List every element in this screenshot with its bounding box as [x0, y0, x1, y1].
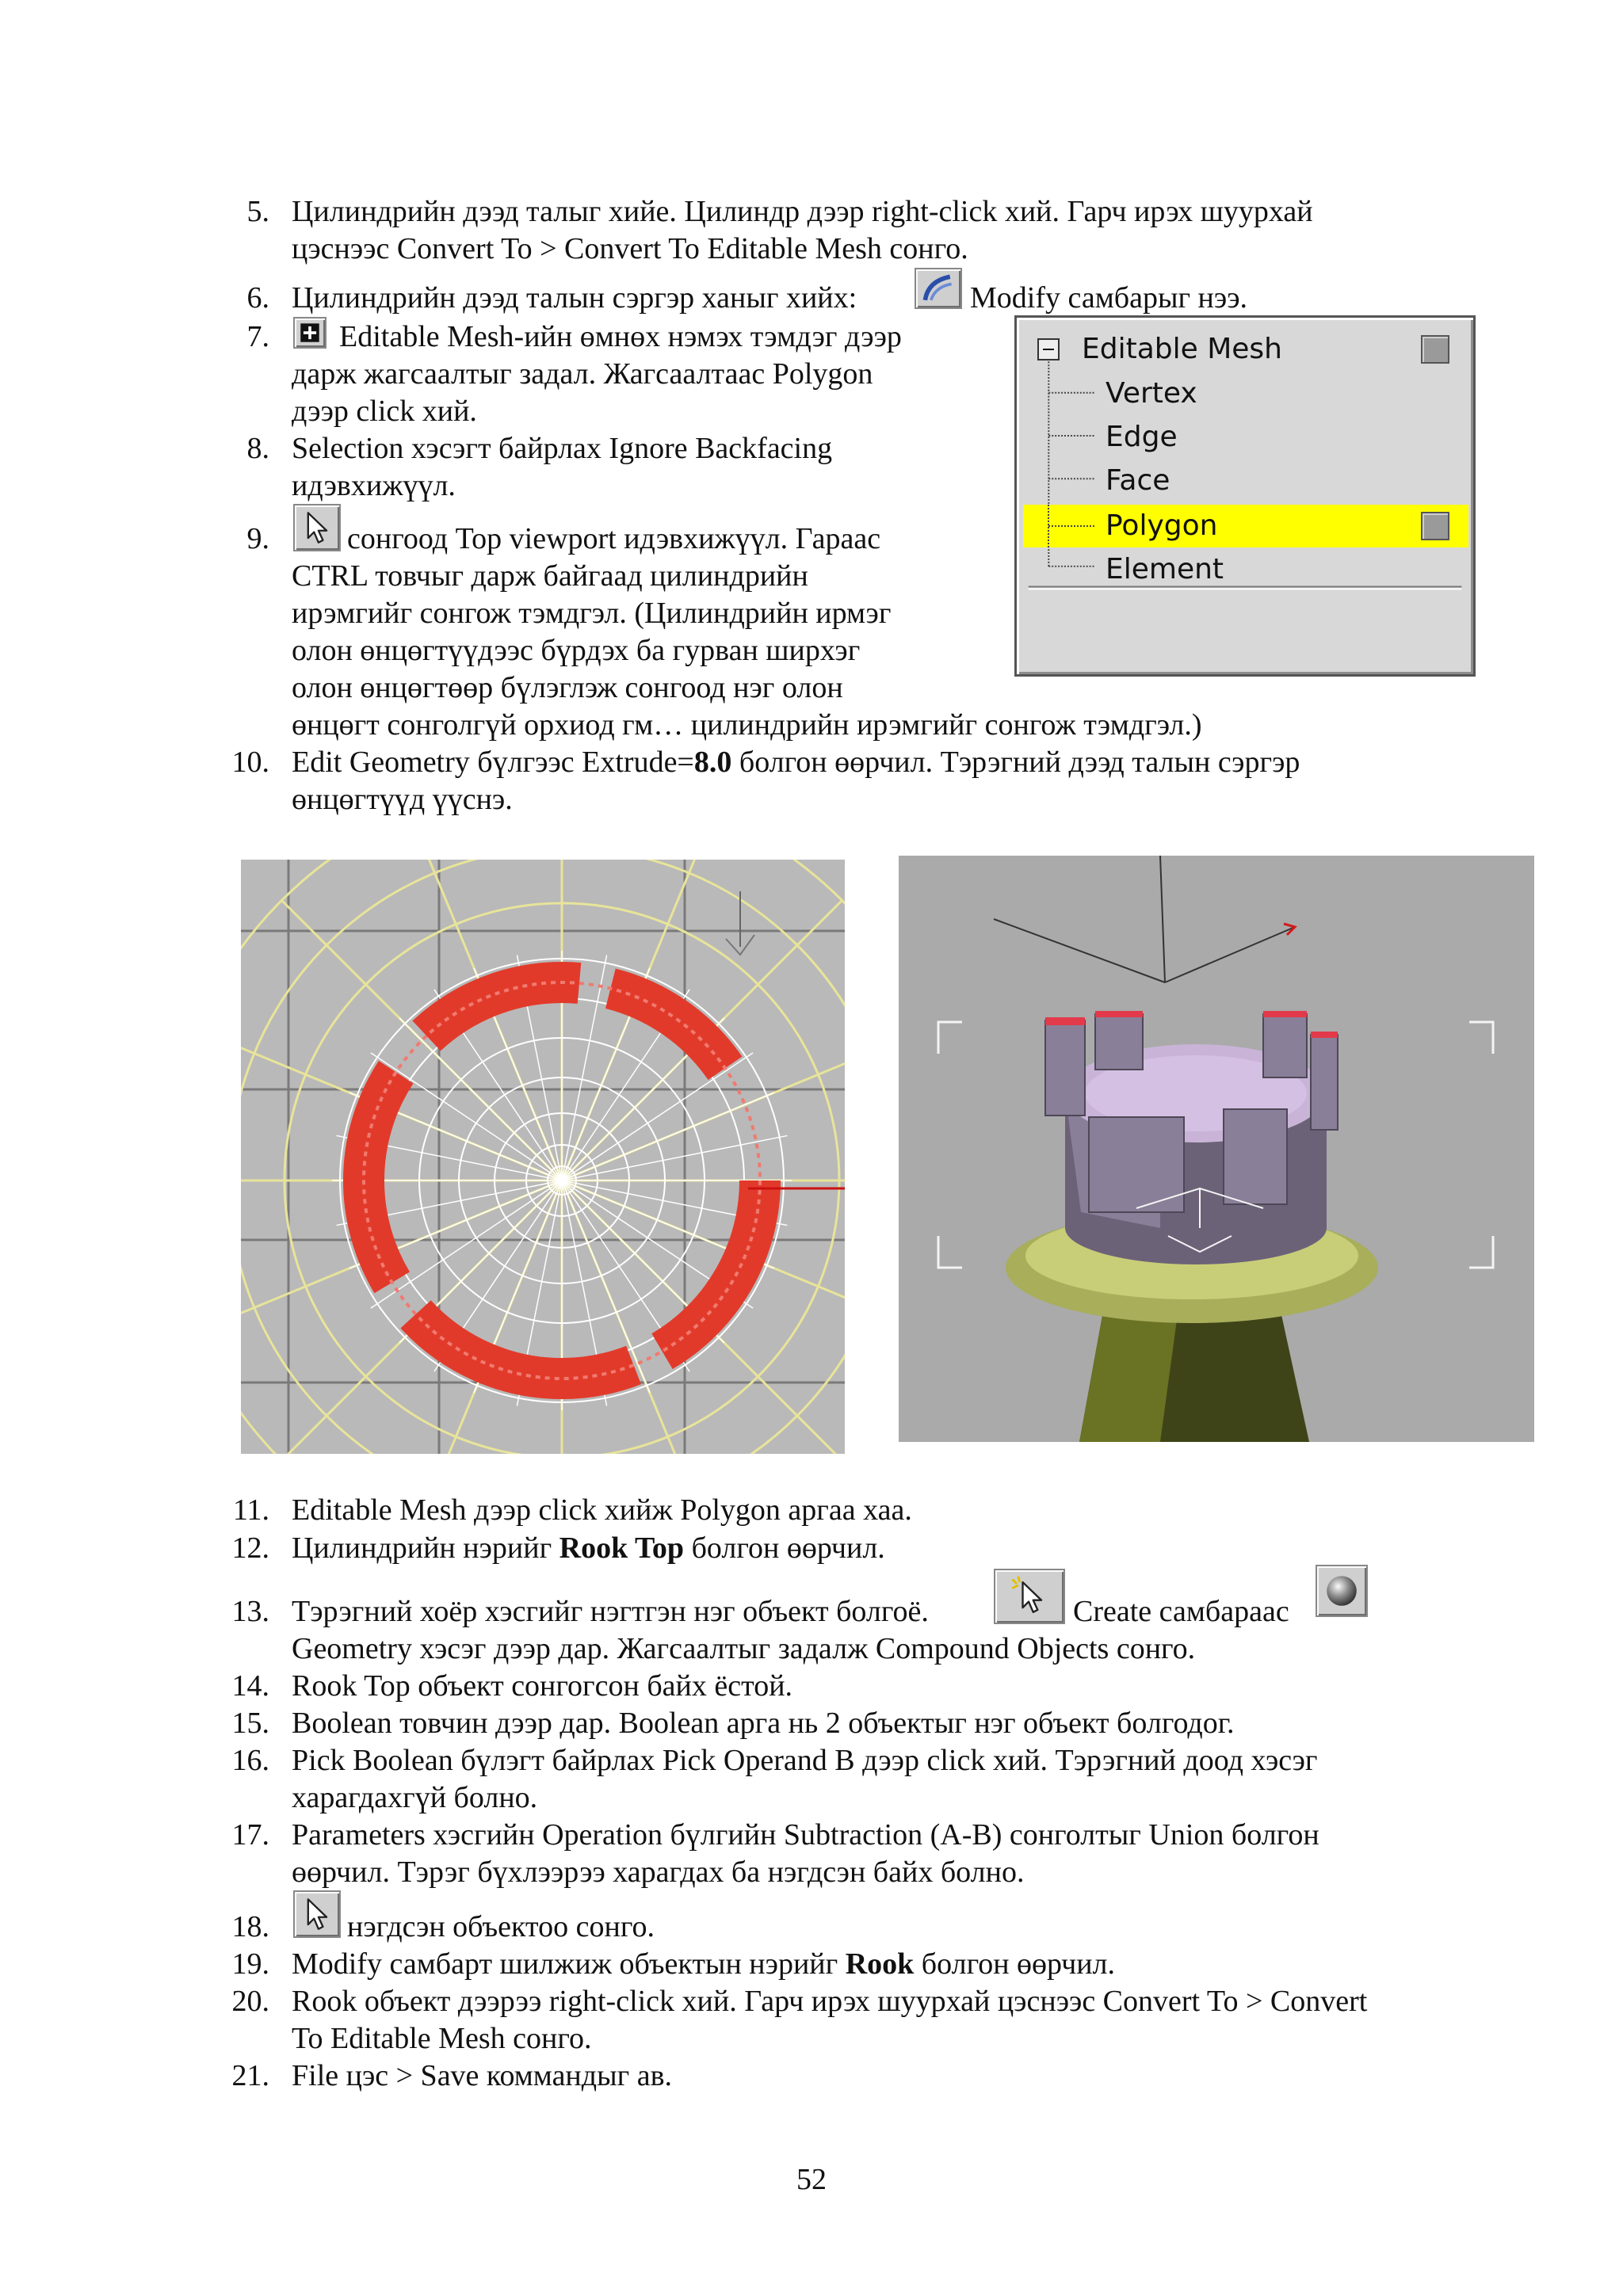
- subobject-vertex[interactable]: Vertex: [1106, 377, 1197, 410]
- step-6-line-1: Цилиндрийн дээд талын сэргэр ханыг хийх:: [292, 281, 857, 315]
- plus-icon[interactable]: [293, 317, 327, 349]
- step-5-line-2: цэснээс Convert To > Convert To Editable Mesh сонго.: [292, 232, 968, 265]
- step-13-line-2: Geometry хэсэг дээр дар. Жагсаалтыг задалж Compound Objects сонго.: [292, 1632, 1196, 1665]
- rook-top-name: Rook Top: [559, 1531, 685, 1565]
- step-19-text-b: болгон өөрчил.: [914, 1947, 1116, 1981]
- create-wand-icon[interactable]: [994, 1569, 1065, 1624]
- step-5-number: 5.: [246, 195, 269, 228]
- step-21-number: 21.: [231, 2059, 269, 2092]
- step-16-number: 16.: [231, 1744, 269, 1777]
- polygon-active-box-icon[interactable]: [1421, 512, 1449, 540]
- top-viewport-drawing: [241, 860, 845, 1454]
- pin-box-icon[interactable]: [1421, 335, 1449, 364]
- step-19-number: 19.: [231, 1947, 269, 1981]
- step-15-number: 15.: [231, 1707, 269, 1740]
- select-arrow-icon[interactable]: [293, 504, 341, 551]
- step-19-line-1: [292, 1946, 1115, 1983]
- step-8-number: 8.: [246, 432, 269, 465]
- step-18-number: 18.: [231, 1910, 269, 1943]
- top-viewport-image: [241, 860, 845, 1454]
- step-13-number: 13.: [231, 1595, 269, 1628]
- select-arrow-icon[interactable]: [293, 1890, 341, 1938]
- collapse-icon[interactable]: [1037, 338, 1060, 360]
- tree-lines: [1017, 318, 1473, 674]
- subobject-face[interactable]: Face: [1106, 464, 1170, 497]
- step-9-line-4: олон өнцөгтүүдээс бүрдэх ба гурван ширхэг: [292, 634, 861, 667]
- page-number: 52: [796, 2163, 827, 2196]
- subobject-edge[interactable]: Edge: [1106, 421, 1178, 453]
- step-7-line-2: дарж жагсаалтыг задал. Жагсаалтаас Polygon: [292, 357, 873, 391]
- tree-line-polygon: [1017, 505, 1112, 547]
- step-12-text-a: Цилиндрийн нэрийг: [292, 1531, 559, 1565]
- step-10-text-a: Edit Geometry бүлгээс Extrude=: [292, 746, 694, 779]
- editable-mesh-label[interactable]: Editable Mesh: [1082, 333, 1283, 365]
- step-11-number: 11.: [232, 1493, 269, 1527]
- step-10-text-b: болгон өөрчил. Тэрэгний дээд талын сэргэр: [731, 746, 1300, 779]
- step-12-text-b: болгон өөрчил.: [684, 1531, 885, 1565]
- perspective-viewport-image: [899, 856, 1534, 1442]
- step-9-line-5: олон өнцөгтөөр бүлэглэж сонгоод нэг олон: [292, 671, 843, 704]
- step-19-text-a: Modify самбарт шилжиж объектын нэрийг: [292, 1947, 846, 1981]
- step-7-number: 7.: [246, 320, 269, 353]
- extrude-value: 8.0: [693, 746, 732, 779]
- step-8-line-1: Selection хэсэгт байрлах Ignore Backfacing: [292, 432, 833, 465]
- editable-mesh-panel: [1014, 315, 1476, 677]
- step-20-line-2: To Editable Mesh сонго.: [292, 2022, 592, 2055]
- step-14-line-1: Rook Top объект сонгогсон байх ёстой.: [292, 1669, 793, 1703]
- step-20-line-1: Rook объект дээрээ right-click хий. Гарч ирэх шуурхай цэснээс Convert To > Convert: [292, 1985, 1368, 2018]
- step-20-number: 20.: [231, 1985, 269, 2018]
- step-10-line-2: өнцөгтүүд үүснэ.: [292, 783, 513, 816]
- step-21-line-1: File цэс > Save коммандыг ав.: [292, 2059, 673, 2092]
- step-9-line-6: өнцөгт сонголгүй орхиод гм… цилиндрийн ирэмгийг сонгож тэмдгэл.): [292, 708, 1202, 742]
- step-12-line-1: [292, 1530, 885, 1567]
- step-12-number: 12.: [231, 1531, 269, 1565]
- step-9-line-3: ирэмгийг сонгож тэмдгэл. (Цилиндрийн ирмэг: [292, 597, 892, 630]
- step-5-line-1: Цилиндрийн дээд талыг хийе. Цилиндр дээр right-click хий. Гарч ирэх шуурхай: [292, 195, 1313, 228]
- step-6-number: 6.: [246, 281, 269, 315]
- step-17-line-2: өөрчил. Тэрэг бүхлээрээ харагдах ба нэгдсэн байх болно.: [292, 1855, 1025, 1889]
- step-7-line-3: дээр click хий.: [292, 395, 477, 428]
- step-6-line-1b: Modify самбарыг нээ.: [970, 281, 1248, 315]
- step-16-line-1: Pick Boolean бүлэгт байрлах Pick Operand B дээр click хий. Тэрэгний доод хэсэг: [292, 1744, 1318, 1777]
- step-7-line-1: Editable Mesh-ийн өмнөх нэмэх тэмдэг дээр: [339, 320, 902, 353]
- modify-icon[interactable]: [915, 268, 962, 309]
- step-11-line-1: Editable Mesh дээр click хийж Polygon аргаа хаа.: [292, 1493, 912, 1527]
- step-15-line-1: Boolean товчин дээр дар. Boolean арга нь 2 объектыг нэг объект болгодог.: [292, 1707, 1235, 1740]
- step-16-line-2: харагдахгүй болно.: [292, 1781, 538, 1814]
- step-13-line-1: Тэрэгний хоёр хэсгийг нэгтгэн нэг объект болгоё.: [292, 1595, 929, 1628]
- subobject-element[interactable]: Element: [1106, 553, 1224, 585]
- rook-name: Rook: [845, 1947, 915, 1981]
- step-9-line-1: сонгоод Top viewport идэвхижүүл. Гараас: [347, 522, 881, 555]
- step-13-line-1b: Create самбараас: [1073, 1595, 1289, 1628]
- step-8-line-2: идэвхижүүл.: [292, 469, 456, 502]
- step-18-line-1: нэгдсэн объектоо сонго.: [347, 1910, 655, 1943]
- viewport-spokes: [332, 951, 792, 1410]
- step-9-line-2: CTRL товчыг дарж байгаад цилиндрийн: [292, 559, 808, 593]
- step-10-number: 10.: [231, 746, 269, 779]
- step-17-line-1: Parameters хэсгийн Operation бүлгийн Subtraction (A-B) сонголтыг Union болгон: [292, 1818, 1319, 1852]
- step-14-number: 14.: [231, 1669, 269, 1703]
- step-17-number: 17.: [231, 1818, 269, 1852]
- step-10-line-1: [292, 744, 1300, 781]
- perspective-viewport-drawing: [899, 856, 1534, 1442]
- sphere-icon[interactable]: [1316, 1565, 1368, 1617]
- subobject-polygon[interactable]: Polygon: [1106, 509, 1218, 542]
- step-9-number: 9.: [246, 522, 269, 555]
